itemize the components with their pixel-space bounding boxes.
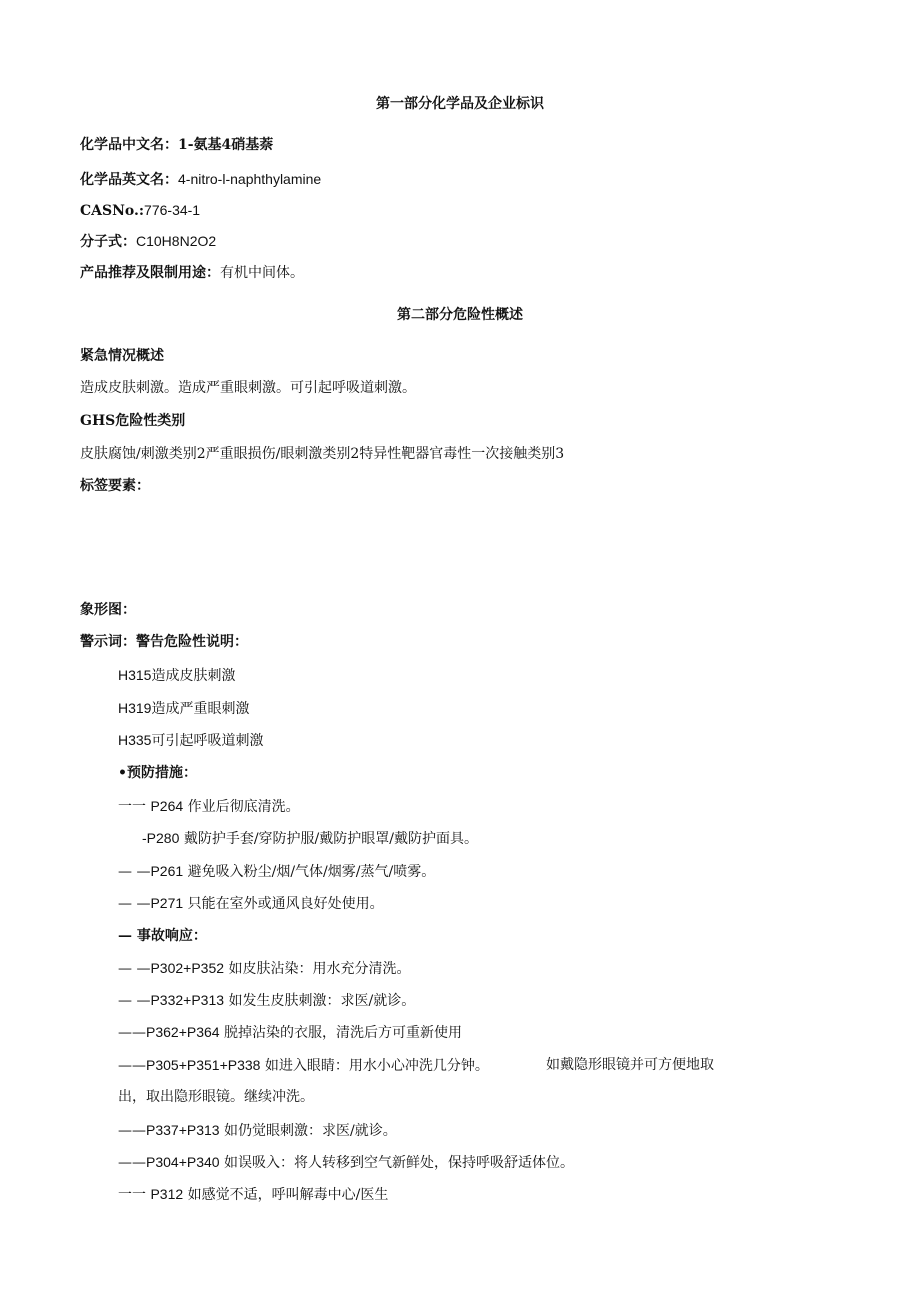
- cas-value: 776-34-1: [144, 202, 201, 218]
- prevention-item: — —P271 只能在室外或通风良好处使用。: [118, 895, 384, 912]
- emergency-heading: 紧急情况概述: [80, 348, 164, 364]
- hazard-item: H335可引起呼吸道刺激: [118, 732, 264, 749]
- prevention-item: -P280 戴防护手套/穿防护服/戴防护眼罩/戴防护面具。: [142, 830, 478, 847]
- cn-name-row: [80, 135, 273, 155]
- cas-label: CASNo.:: [80, 203, 145, 219]
- response-item: — —P302+P352 如皮肤沾染：用水充分清洗。: [118, 960, 411, 977]
- response-heading: — 事故响应：: [118, 928, 207, 944]
- ghs-heading: GHS危险性类别: [80, 413, 186, 429]
- response-item: 一一 P312 如感觉不适，呼叫解毒中心/医生: [118, 1186, 389, 1203]
- prevention-heading: •预防措施：: [118, 765, 197, 781]
- use-label: 产品推荐及限制用途：: [80, 265, 220, 281]
- cn-name-value: 1-氨基4硝基萘: [178, 137, 274, 153]
- signal-word: 警示词：警告危险性说明：: [80, 634, 248, 650]
- en-name-value: 4-nitro-l-naphthylamine: [178, 171, 322, 187]
- ghs-text: 皮肤腐蚀/刺激类别2严重眼损伤/眼刺激类别2特异性靶器官毒性一次接触类别3: [80, 446, 565, 462]
- prevention-item: 一一 P264 作业后彻底清洗。: [118, 798, 300, 815]
- response-item: ——P305+P351+P338 如进入眼睛：用水小心冲洗几分钟。: [118, 1057, 489, 1074]
- cas-row: [80, 200, 200, 221]
- response-item: — —P332+P313 如发生皮肤刺激：求医/就诊。: [118, 992, 416, 1009]
- formula-value: C10H8N2O2: [136, 233, 217, 249]
- response-item: ——P304+P340 如误吸入：将人转移到空气新鲜处，保持呼吸舒适体位。: [118, 1154, 575, 1171]
- response-item-extra: 如戴隐形眼镜并可方便地取: [546, 1057, 714, 1073]
- pictogram-label: 象形图：: [80, 602, 136, 618]
- prevention-item: — —P261 避免吸入粉尘/烟/气体/烟雾/蒸气/喷雾。: [118, 863, 436, 880]
- en-name-row: [80, 169, 321, 190]
- label-elements: 标签要素：: [80, 478, 150, 494]
- hazard-item: H319造成严重眼刺激: [118, 700, 250, 717]
- emergency-text: 造成皮肤刺激。造成严重眼刺激。可引起呼吸道刺激。: [80, 380, 416, 396]
- response-item-continuation: 出，取出隐形眼镜。继续冲洗。: [118, 1089, 314, 1105]
- use-row: [80, 263, 304, 283]
- cn-name-label: 化学品中文名：: [80, 137, 178, 153]
- formula-row: [80, 231, 216, 252]
- formula-label: 分子式：: [80, 234, 136, 250]
- hazard-item: H315造成皮肤刺激: [118, 667, 236, 684]
- section1-title: 第一部分化学品及企业标识: [376, 96, 544, 112]
- response-item: ——P362+P364 脱掉沾染的衣服，清洗后方可重新使用: [118, 1024, 463, 1041]
- use-value: 有机中间体。: [220, 265, 304, 281]
- section2-title: 第二部分危险性概述: [397, 307, 523, 323]
- response-item: ——P337+P313 如仍觉眼刺激：求医/就诊。: [118, 1122, 397, 1139]
- en-name-label: 化学品英文名：: [80, 172, 178, 188]
